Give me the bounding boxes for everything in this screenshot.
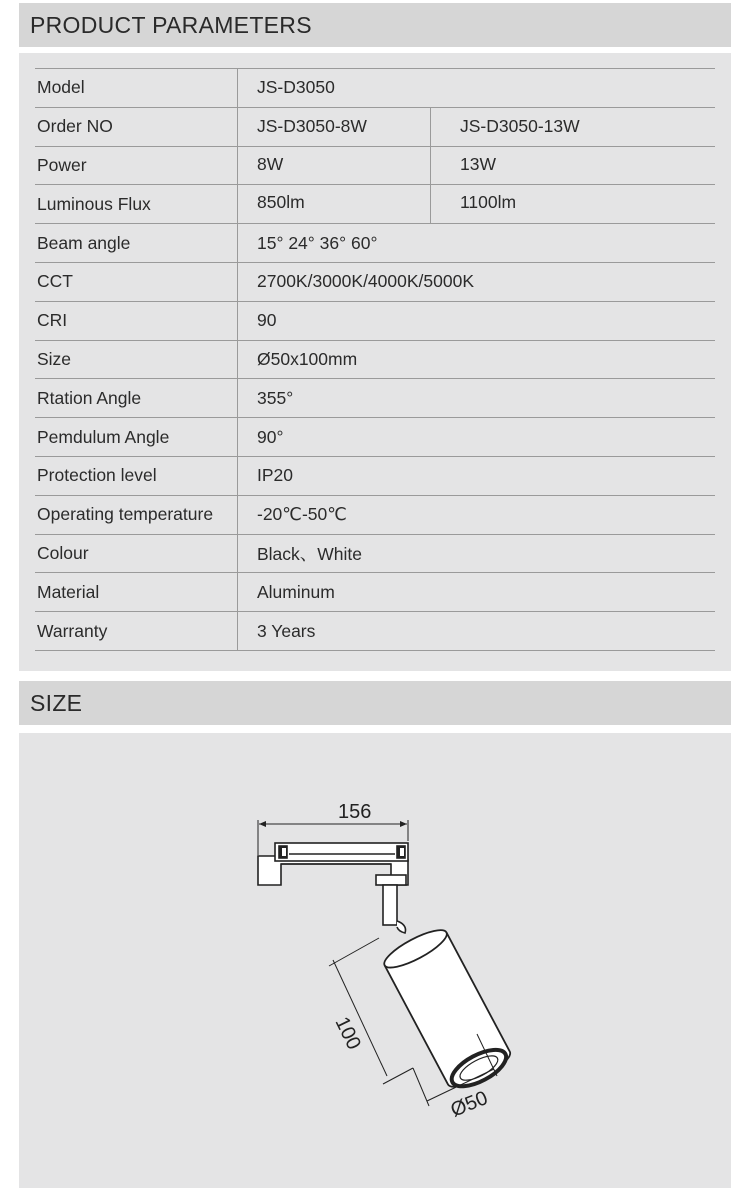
- table-row: [35, 572, 715, 611]
- table-row: [35, 495, 715, 534]
- table-row: [35, 417, 715, 456]
- spec-label: Protection level: [37, 465, 157, 486]
- table-row: [35, 184, 715, 223]
- table-row: [35, 378, 715, 417]
- spec-value: 2700K/3000K/4000K/5000K: [257, 271, 474, 292]
- spec-table: [35, 68, 715, 651]
- table-row: [35, 68, 715, 107]
- spec-value: JS-D3050: [257, 77, 335, 98]
- table-row: [35, 262, 715, 301]
- spec-label: Material: [37, 581, 100, 602]
- diameter-label: Ø50: [447, 1087, 491, 1122]
- spec-value: -20℃-50℃: [257, 504, 347, 525]
- track-adapter: [258, 843, 408, 885]
- spec-value: Ø50x100mm: [257, 348, 358, 369]
- table-row: [35, 223, 715, 262]
- spec-value: 3 Years: [257, 620, 316, 641]
- table-row: [35, 107, 715, 146]
- spec-value: 8W: [257, 153, 284, 174]
- spec-label: Order NO: [37, 116, 113, 137]
- stem: [383, 885, 397, 925]
- size-title: SIZE: [30, 689, 83, 716]
- spec-label: Size: [37, 348, 72, 369]
- table-row: [35, 301, 715, 340]
- spec-value: Aluminum: [257, 581, 335, 602]
- spec-label: Pemdulum Angle: [37, 426, 170, 447]
- spec-value: Black、White: [257, 543, 363, 564]
- length-label: 100: [330, 1013, 365, 1054]
- stem-joint: [397, 921, 406, 933]
- width-label: 156: [338, 801, 372, 823]
- spec-value: IP20: [257, 465, 293, 486]
- spec-value: JS-D3050-8W: [257, 116, 367, 137]
- table-row: [35, 146, 715, 185]
- spec-value: 90: [257, 310, 277, 331]
- spec-label: Beam angle: [37, 232, 131, 253]
- spec-label: Rtation Angle: [37, 387, 142, 408]
- spec-value: 90°: [257, 426, 284, 447]
- spec-value: 850lm: [257, 192, 305, 213]
- spec-label: Luminous Flux: [37, 193, 151, 214]
- spec-value-alt: 13W: [460, 153, 496, 174]
- lamp-cylinder: [380, 924, 516, 1096]
- table-row: [35, 456, 715, 495]
- table-row: [35, 340, 715, 379]
- spec-label: CRI: [37, 310, 68, 331]
- spec-label: Model: [37, 77, 85, 98]
- table-row: [35, 534, 715, 573]
- dimension-drawing: [19, 733, 731, 1188]
- spec-label: CCT: [37, 271, 73, 292]
- spec-value-alt: JS-D3050-13W: [460, 116, 580, 137]
- size-panel: [19, 733, 731, 1188]
- product-parameters-title: PRODUCT PARAMETERS: [30, 11, 312, 38]
- spec-label: Colour: [37, 542, 89, 563]
- parameters-panel: [19, 53, 731, 671]
- spec-value: 15° 24° 36° 60°: [257, 232, 378, 253]
- spec-label: Warranty: [37, 620, 108, 641]
- spec-value-alt: 1100lm: [460, 192, 517, 213]
- spec-value: 355°: [257, 387, 294, 408]
- spec-label: Operating temperature: [37, 504, 214, 525]
- spec-label: Power: [37, 154, 87, 175]
- table-row: [35, 611, 715, 651]
- product-parameters-header: [19, 3, 731, 47]
- size-header: [19, 681, 731, 725]
